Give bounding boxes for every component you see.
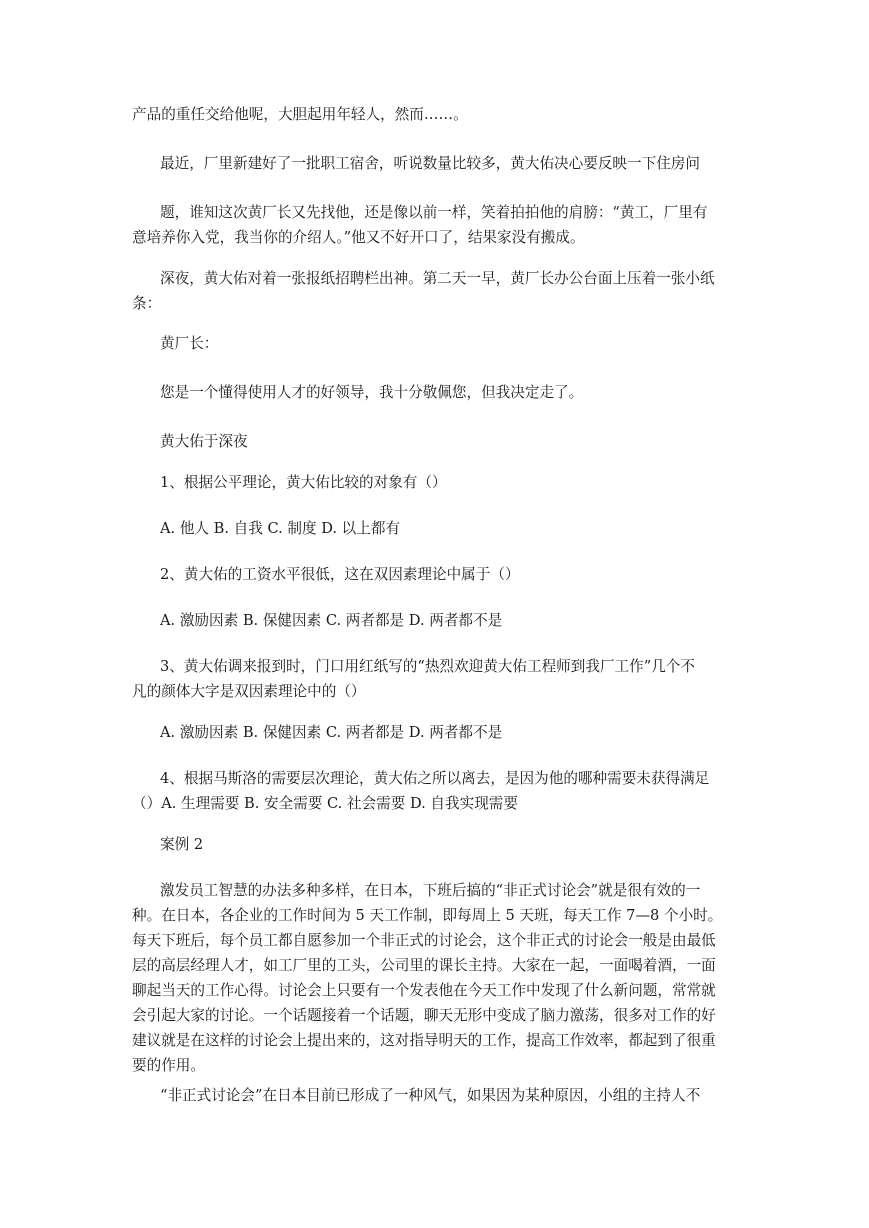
text-line: 深夜，黄大佑对着一张报纸招聘栏出神。第二天一早，黄厂长办公台面上压着一张小纸 [160,270,715,287]
text-line: 会引起大家的讨论。一个话题接着一个话题，聊天无形中变成了脑力激荡，很多对工作的好 [132,1007,716,1024]
paragraph [132,766,740,816]
text-line: 聊起当天的工作心得。讨论会上只要有一个发表他在今天工作中发现了什么新问题，常常就 [132,982,716,999]
text-line: 每天下班后，每个员工都自愿参加一个非正式的讨论会，这个非正式的讨论会一般是由最低 [132,932,716,949]
text-line: （）A. 生理需要 B. 安全需要 C. 社会需要 D. 自我实现需要 [132,795,518,812]
text-line: 黄大佑于深夜 [160,433,248,450]
paragraph [132,331,740,356]
text-line: A. 激励因素 B. 保健因素 C. 两者都是 D. 两者都不是 [160,724,503,741]
text-line: 激发员工智慧的办法多种多样，在日本，下班后搞的“非正式讨论会”就是很有效的一 [160,882,701,899]
text-line: 案例 2 [160,836,204,853]
text-line: 建议就是在这样的讨论会上提出来的，这对指导明天的工作，提高工作效率，都起到了很重 [132,1032,716,1049]
text-line: 您是一个懂得使用人才的好领导，我十分敬佩您，但我决定走了。 [160,384,584,401]
paragraph [132,151,740,176]
paragraph [132,470,740,495]
paragraph [132,429,740,454]
text-line: 种。在日本，各企业的工作时间为 5 天工作制，即每周上 5 天班，每天工作 7—8 个小时。 [132,907,723,924]
paragraph [132,516,740,541]
paragraph [132,608,740,633]
paragraph [132,562,740,587]
text-line: 4、根据马斯洛的需要层次理论，黄大佑之所以离去，是因为他的哪种需要未获得满足 [160,770,710,787]
paragraph [132,102,740,127]
text-line: 条： [132,295,162,312]
text-line: 层的高层经理人才，如工厂里的工头，公司里的课长主持。大家在一起，一面喝着酒，一面 [132,957,716,974]
text-line: 凡的颜体大字是双因素理论中的（） [132,683,366,700]
text-line: 1、根据公平理论，黄大佑比较的对象有（） [160,474,447,491]
text-line: 最近，厂里新建好了一批职工宿舍，听说数量比较多，黄大佑决心要反映一下住房问 [160,155,700,172]
paragraph [132,200,740,250]
text-line: 2、黄大佑的工资水平很低，这在双因素理论中属于（） [160,566,520,583]
paragraph [132,654,740,704]
text-line: 3、黄大佑调来报到时，门口用红纸写的“热烈欢迎黄大佑工程师到我厂工作”几个不 [160,658,695,675]
text-line: 题，谁知这次黄厂长又先找他，还是像以前一样，笑着拍拍他的肩膀：“黄工，厂里有 [160,204,708,221]
text-line: 黄厂长： [160,335,219,352]
paragraph [132,266,740,316]
text-line: 产品的重任交给他呢，大胆起用年轻人，然而……。 [132,106,468,123]
text-line: 意培养你入党，我当你的介绍人。”他又不好开口了，结果家没有搬成。 [132,229,585,246]
paragraph [132,1083,740,1108]
text-line: A. 他人 B. 自我 C. 制度 D. 以上都有 [160,520,401,537]
paragraph [132,832,740,857]
text-line: A. 激励因素 B. 保健因素 C. 两者都是 D. 两者都不是 [160,612,503,629]
text-line: 要的作用。 [132,1057,205,1074]
paragraph [132,380,740,405]
paragraph [132,878,740,1078]
paragraph [132,720,740,745]
text-line: “非正式讨论会”在日本目前已形成了一种风气，如果因为某种原因，小组的主持人不 [160,1087,701,1104]
